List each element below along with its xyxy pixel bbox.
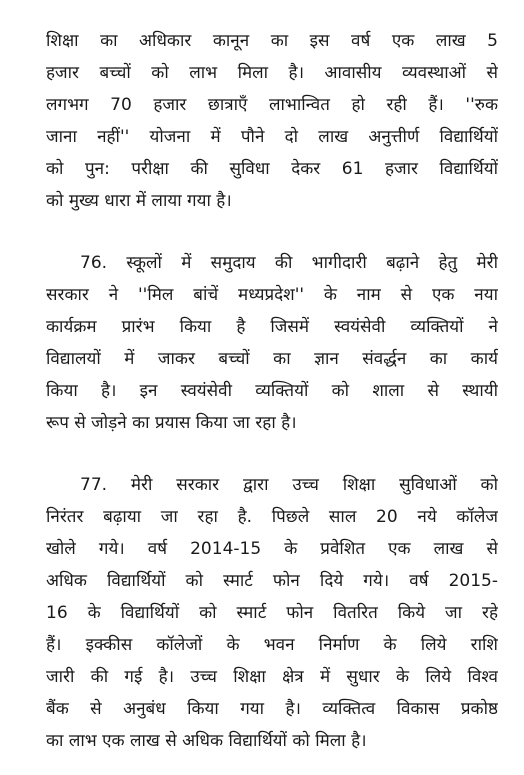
text-line: हजार बच्चों को लाभ मिला है। आवासीय व्यवस्थाओं से <box>46 63 498 83</box>
text-line: 16 के विद्यार्थियों को स्मार्ट फोन वितरित किये जा रहे <box>46 603 498 623</box>
text-line: लगभग 70 हजार छात्राएँ लाभान्वित हो रही हैं। ''रुक <box>46 95 498 115</box>
text-line: कार्यक्रम प्रारंभ किया है जिसमें स्वयंसेवी व्यक्तियों ने <box>46 317 498 337</box>
text-line: विद्यालयों में जाकर बच्चों का ज्ञान संवर्द्धन का कार्य <box>46 349 498 369</box>
text-line: 76. स्कूलों में समुदाय की भागीदारी बढ़ाने हेतु मेरी <box>80 253 498 273</box>
text-line: का लाभ एक लाख से अधिक विद्यार्थियों को मिला है। <box>46 731 367 751</box>
text-line: शिक्षा का अधिकार कानून का इस वर्ष एक लाख 5 <box>46 31 498 51</box>
text-line: 77. मेरी सरकार द्वारा उच्च शिक्षा सुविधाओं को <box>80 475 498 495</box>
text-line: किया है। इन स्वयंसेवी व्यक्तियों को शाला से स्थायी <box>46 381 498 401</box>
text-line: जारी की गई है। उच्च शिक्षा क्षेत्र में सुधार के लिये विश्व <box>46 667 498 687</box>
text-line: सरकार ने ''मिल बांचें मध्यप्रदेश'' के नाम से एक नया <box>46 285 498 305</box>
text-line: बैंक से अनुबंध किया गया है। व्यक्तित्व विकास प्रकोष्ठ <box>46 699 498 719</box>
text-line: खोले गये। वर्ष 2014-15 के प्रवेशित एक लाख से <box>46 539 498 559</box>
text-line: निरंतर बढ़ाया जा रहा है. पिछले साल 20 नये कॉलेज <box>46 507 498 527</box>
text-line: जाना नहीं'' योजना में पौने दो लाख अनुत्तीर्ण विद्यार्थियों <box>46 127 498 147</box>
text-line: अधिक विद्यार्थियों को स्मार्ट फोन दिये गये। वर्ष 2015- <box>46 571 498 591</box>
text-line: को पुन: परीक्षा की सुविधा देकर 61 हजार विद्यार्थियों <box>46 159 498 179</box>
text-line: हैं। इक्कीस कॉलेजों के भवन निर्माण के लिये राशि <box>46 635 498 655</box>
text-line: रूप से जोड़ने का प्रयास किया जा रहा है। <box>46 413 297 433</box>
text-line: को मुख्य धारा में लाया गया है। <box>46 191 232 211</box>
